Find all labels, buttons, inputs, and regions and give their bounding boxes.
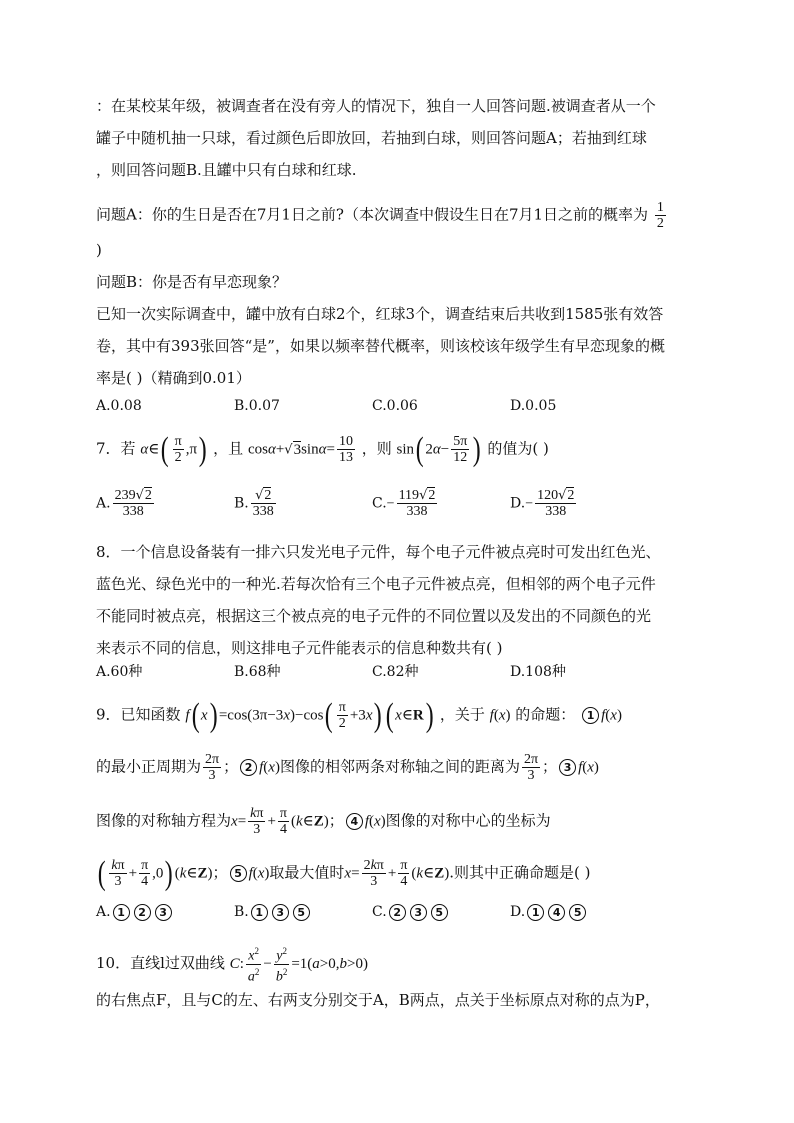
q8-option-d[interactable]: D.108种: [510, 664, 566, 680]
q9-option-a[interactable]: A. 1 2 3: [96, 902, 174, 922]
q6-line-8: 卷，其中有393张回答“是”，如果以频率替代概率，则该校该年级学生有早恋现象的概: [96, 337, 665, 355]
circled-1-icon: 1: [582, 707, 599, 724]
q9-prop-5: 取最大值时: [269, 863, 345, 882]
q9-line-2: 的最小正周期为 $\frac{2\pi}{3}$ ； 2 f(x)图像的相邻两条对称轴之间的距离为 $\frac{2\pi}{3}$ ； 3 f(x): [96, 752, 599, 783]
q7-tail: 的值为( ): [487, 439, 549, 458]
q9-prop-3: 图像的对称轴方程为: [96, 811, 232, 830]
q10-line-1: 10．直线l过双曲线 C: $\frac{x^2}{a^2}$ − $\frac{y^2}{b^2}$ =1(a>0,b>0): [96, 946, 368, 985]
q8-option-a[interactable]: A.60种: [96, 664, 143, 680]
q8-line-4: 来表示不同的信息，则这排电子元件能表示的信息种数共有( ): [96, 639, 503, 657]
q8-line-1: 8．一个信息设备装有一排六只发光电子元件，每个电子元件被点亮时可发出红色光、: [96, 543, 661, 561]
q7-cond: ，且: [213, 439, 244, 458]
q6-line-5: ): [96, 241, 102, 259]
q9-number: 9．已知函数: [96, 705, 181, 724]
q6-line-4: [96, 200, 668, 231]
q9-prop-1: 的最小正周期为: [96, 757, 202, 776]
q6-line-1: ：在某校某年级，被调查者在没有旁人的情况下，独自一人回答问题.被调查者从一个: [96, 97, 656, 115]
q9-prop-2: 图像的相邻两条对称轴之间的距离为: [279, 757, 520, 776]
q7-then: ，则: [361, 439, 392, 458]
q7-option-c[interactable]: C.− $\frac{119√2}{338}$: [372, 488, 436, 519]
q9-about: ，关于: [439, 705, 485, 724]
q6-question-a: 问题A：你的生日是否在7月1日之前?（本次调查中假设生日在7月1日之前的概率为: [96, 205, 649, 224]
q6-option-c[interactable]: C.0.06: [372, 398, 418, 414]
q7-option-a[interactable]: A. $\frac{239√2}{338}$: [96, 488, 152, 519]
q9-line-3: 图像的对称轴方程为x= $\frac{k\pi}{3}$ + $\frac{\pi}{4}$ (k∈Z)； 4 f(x)图像的对称中心的坐标为: [96, 806, 551, 837]
q6-line-9: 率是( )（精确到0.01）: [96, 369, 251, 387]
q8-line-2: 蓝色光、绿色光中的一种光.若每次恰有三个电子元件被点亮，但相邻的两个电子元件: [96, 575, 656, 593]
q9-option-d[interactable]: D. 1 4 5: [510, 902, 588, 922]
q7-number: 7．若: [96, 439, 136, 458]
q8-option-c[interactable]: C.82种: [372, 664, 419, 680]
q6-option-b[interactable]: B.0.07: [234, 398, 280, 414]
circled-2-icon: 2: [240, 759, 257, 776]
q9-tail: .则其中正确命题是( ): [449, 863, 591, 882]
q7-option-b[interactable]: B. $\frac{√2}{338}$: [234, 488, 274, 519]
q6-option-d[interactable]: D.0.05: [510, 398, 557, 414]
q6-question-b: 问题B：你是否有早恋现象？: [96, 273, 288, 291]
circled-4-icon: 4: [346, 813, 363, 830]
q9-line-1: 9．已知函数 f( x) =cos(3π−3x)−cos( $\frac{\pi}{2}$ +3x)( x∈R) ，关于 f(x) 的命题： 1 f(x): [96, 696, 622, 734]
q9-prop-4: 图像的对称中心的坐标为: [385, 811, 551, 830]
q6-option-a[interactable]: A.0.08: [96, 398, 142, 414]
q8-line-3: 不能同时被点亮，根据这三个被点亮的电子元件的不同位置以及发出的不同颜色的光: [96, 607, 652, 625]
circled-5-icon: 5: [230, 865, 247, 882]
q7-stem: 7．若 α∈( $\frac{\pi}{2}$ ,π) ，且 cosα+√3sinα= $\frac{10}{13}$ ，则 sin( 2α− $\frac{5\pi}{12}$ ) 的值为( ): [96, 430, 549, 468]
q6-line-3: ，则回答问题B.且罐中只有白球和红球.: [96, 161, 357, 179]
q9-option-b[interactable]: B. 1 3 5: [234, 902, 312, 922]
circled-3-icon: 3: [559, 759, 576, 776]
q10-line-2: 的右焦点F，且与C的左、右两支分别交于A，B两点，点关于坐标原点对称的点为P，: [96, 991, 660, 1009]
q9-line-4: ( $\frac{k\pi}{3}$ + $\frac{\pi}{4}$ ,0) (k∈Z)； 5 f(x)取最大值时x= $\frac{2k\pi}{3}$ + $\frac{\pi}{4}$ (k∈Z).则其中正确命题是( ): [97, 854, 591, 892]
q9-props: 的命题：: [515, 705, 576, 724]
q8-option-b[interactable]: B.68种: [234, 664, 281, 680]
q7-option-d[interactable]: D.− $\frac{120√2}{338}$: [510, 488, 575, 519]
q10-number: 10．直线l过双曲线: [96, 954, 225, 973]
q6-line-7: 已知一次实际调查中，罐中放有白球2个，红球3个，调查结束后共收到1585张有效答: [96, 305, 664, 323]
q9-option-c[interactable]: C. 2 3 5: [372, 902, 450, 922]
q6-line-2: 罐子中随机抽一只球，看过颜色后即放回，若抽到白球，则回答问题A；若抽到红球: [96, 129, 647, 147]
half-fraction: $\frac{1}{2}$: [656, 200, 664, 231]
